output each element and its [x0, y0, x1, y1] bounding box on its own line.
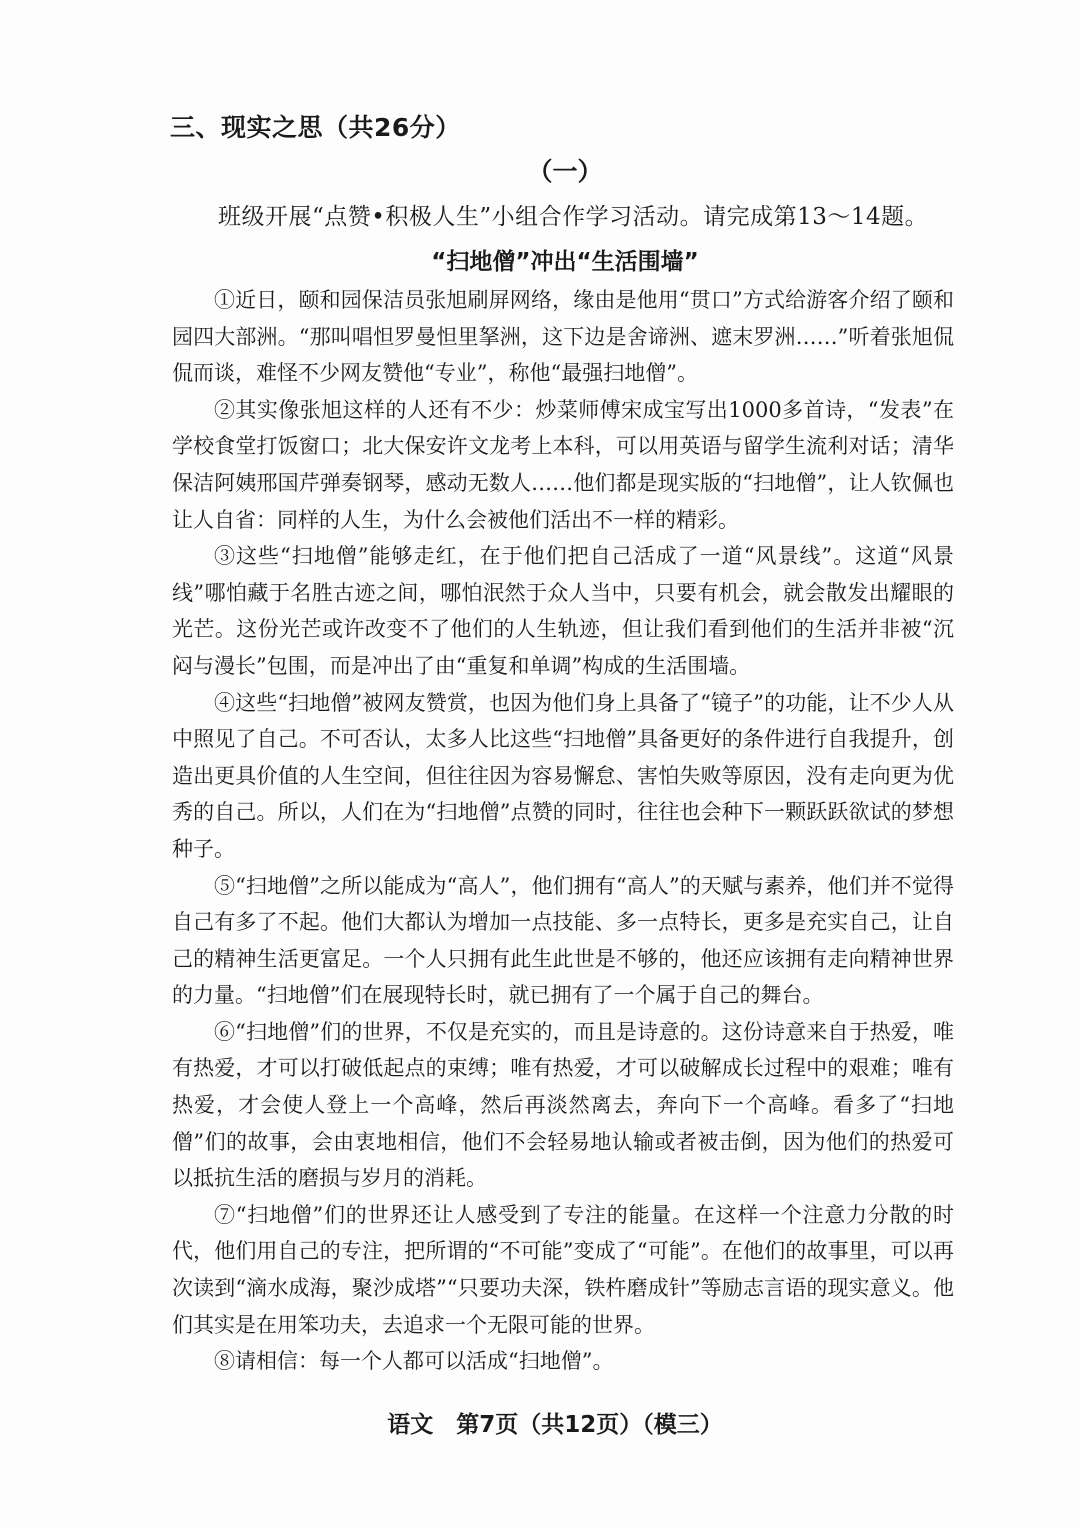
- activity-intro: 班级开展“点赞•积极人生”小组合作学习活动。请完成第13～14题。: [218, 204, 929, 230]
- part-number: （一）: [527, 157, 603, 186]
- paragraph-6: ⑥“扫地僧”们的世界，不仅是充实的，而且是诗意的。这份诗意来自于热爱，唯有热爱，才可以打破低起点的束缚；唯有热爱，才可以破解成长过程中的艰难；唯有热爱，才会使人登上一个高峰，然后再淡然离去，奔向下一个高峰。看多了“扫地僧”们的故事，会由衷地相信，他们不会轻易地认输或者被击倒，因为他们的热爱可以抵抗生活的磨损与岁月的消耗。: [172, 1019, 954, 1191]
- page-footer: 语文 第7页（共12页）（模三）: [387, 1412, 723, 1438]
- paragraph-1: ①近日，颐和园保洁员张旭刷屏网络，缘由是他用“贯口”方式给游客介绍了颐和园四大部洲。“那叫唱怛罗曼怛里拏洲，这下边是舍谛洲、遮末罗洲……”听着张旭侃侃而谈，难怪不少网友赞他“专业”，称他“最强扫地僧”。: [172, 288, 954, 386]
- paragraph-3: ③这些“扫地僧”能够走红，在于他们把自己活成了一道“风景线”。这道“风景线”哪怕藏于名胜古迹之间，哪怕泯然于众人当中，只要有机会，就会散发出耀眼的光芒。这份光芒或许改变不了他们的人生轨迹，但让我们看到他们的生活并非被“沉闷与漫长”包围，而是冲出了由“重复和单调”构成的生活围墙。: [172, 544, 954, 678]
- paragraph-4: ④这些“扫地僧”被网友赞赏，也因为他们身上具备了“镜子”的功能，让不少人从中照见了自己。不可否认，太多人比这些“扫地僧”具备更好的条件进行自我提升，创造出更具价值的人生空间，但往往因为容易懈怠、害怕失败等原因，没有走向更为优秀的自己。所以，人们在为“扫地僧”点赞的同时，往往也会种下一颗跃跃欲试的梦想种子。: [172, 690, 954, 861]
- paragraph-7: ⑦“扫地僧”们的世界还让人感受到了专注的能量。在这样一个注意力分散的时代，他们用自己的专注，把所谓的“不可能”变成了“可能”。在他们的故事里，可以再次读到“滴水成海，聚沙成塔”“只要功夫深，铁杵磨成针”等励志言语的现实意义。他们其实是在用笨功夫，去追求一个无限可能的世界。: [172, 1202, 954, 1337]
- paragraph-5: ⑤“扫地僧”之所以能成为“高人”，他们拥有“高人”的天赋与素养，他们并不觉得自己有多了不起。他们大都认为增加一点技能、多一点特长，更多是充实自己，让自己的精神生活更富足。一个人只拥有此生此世是不够的，他还应该拥有走向精神世界的力量。“扫地僧”们在展现特长时，就已拥有了一个属于自己的舞台。: [172, 873, 954, 1008]
- paragraph-2: ②其实像张旭这样的人还有不少：炒菜师傅宋成宝写出1000多首诗，“发表”在学校食堂打饭窗口；北大保安许文龙考上本科，可以用英语与留学生流利对话；清华保洁阿姨邢国芹弹奏钢琴，感动无数人……他们都是现实版的“扫地僧”，让人钦佩也让人自省：同样的人生，为什么会被他们活出不一样的精彩。: [172, 397, 954, 532]
- paragraph-8: ⑧请相信：每一个人都可以活成“扫地僧”。: [214, 1349, 614, 1374]
- article-body: [172, 282, 954, 1380]
- section-heading: 三、现实之思（共26分）: [170, 113, 461, 142]
- article-title: “扫地僧”冲出“生活围墙”: [431, 249, 699, 275]
